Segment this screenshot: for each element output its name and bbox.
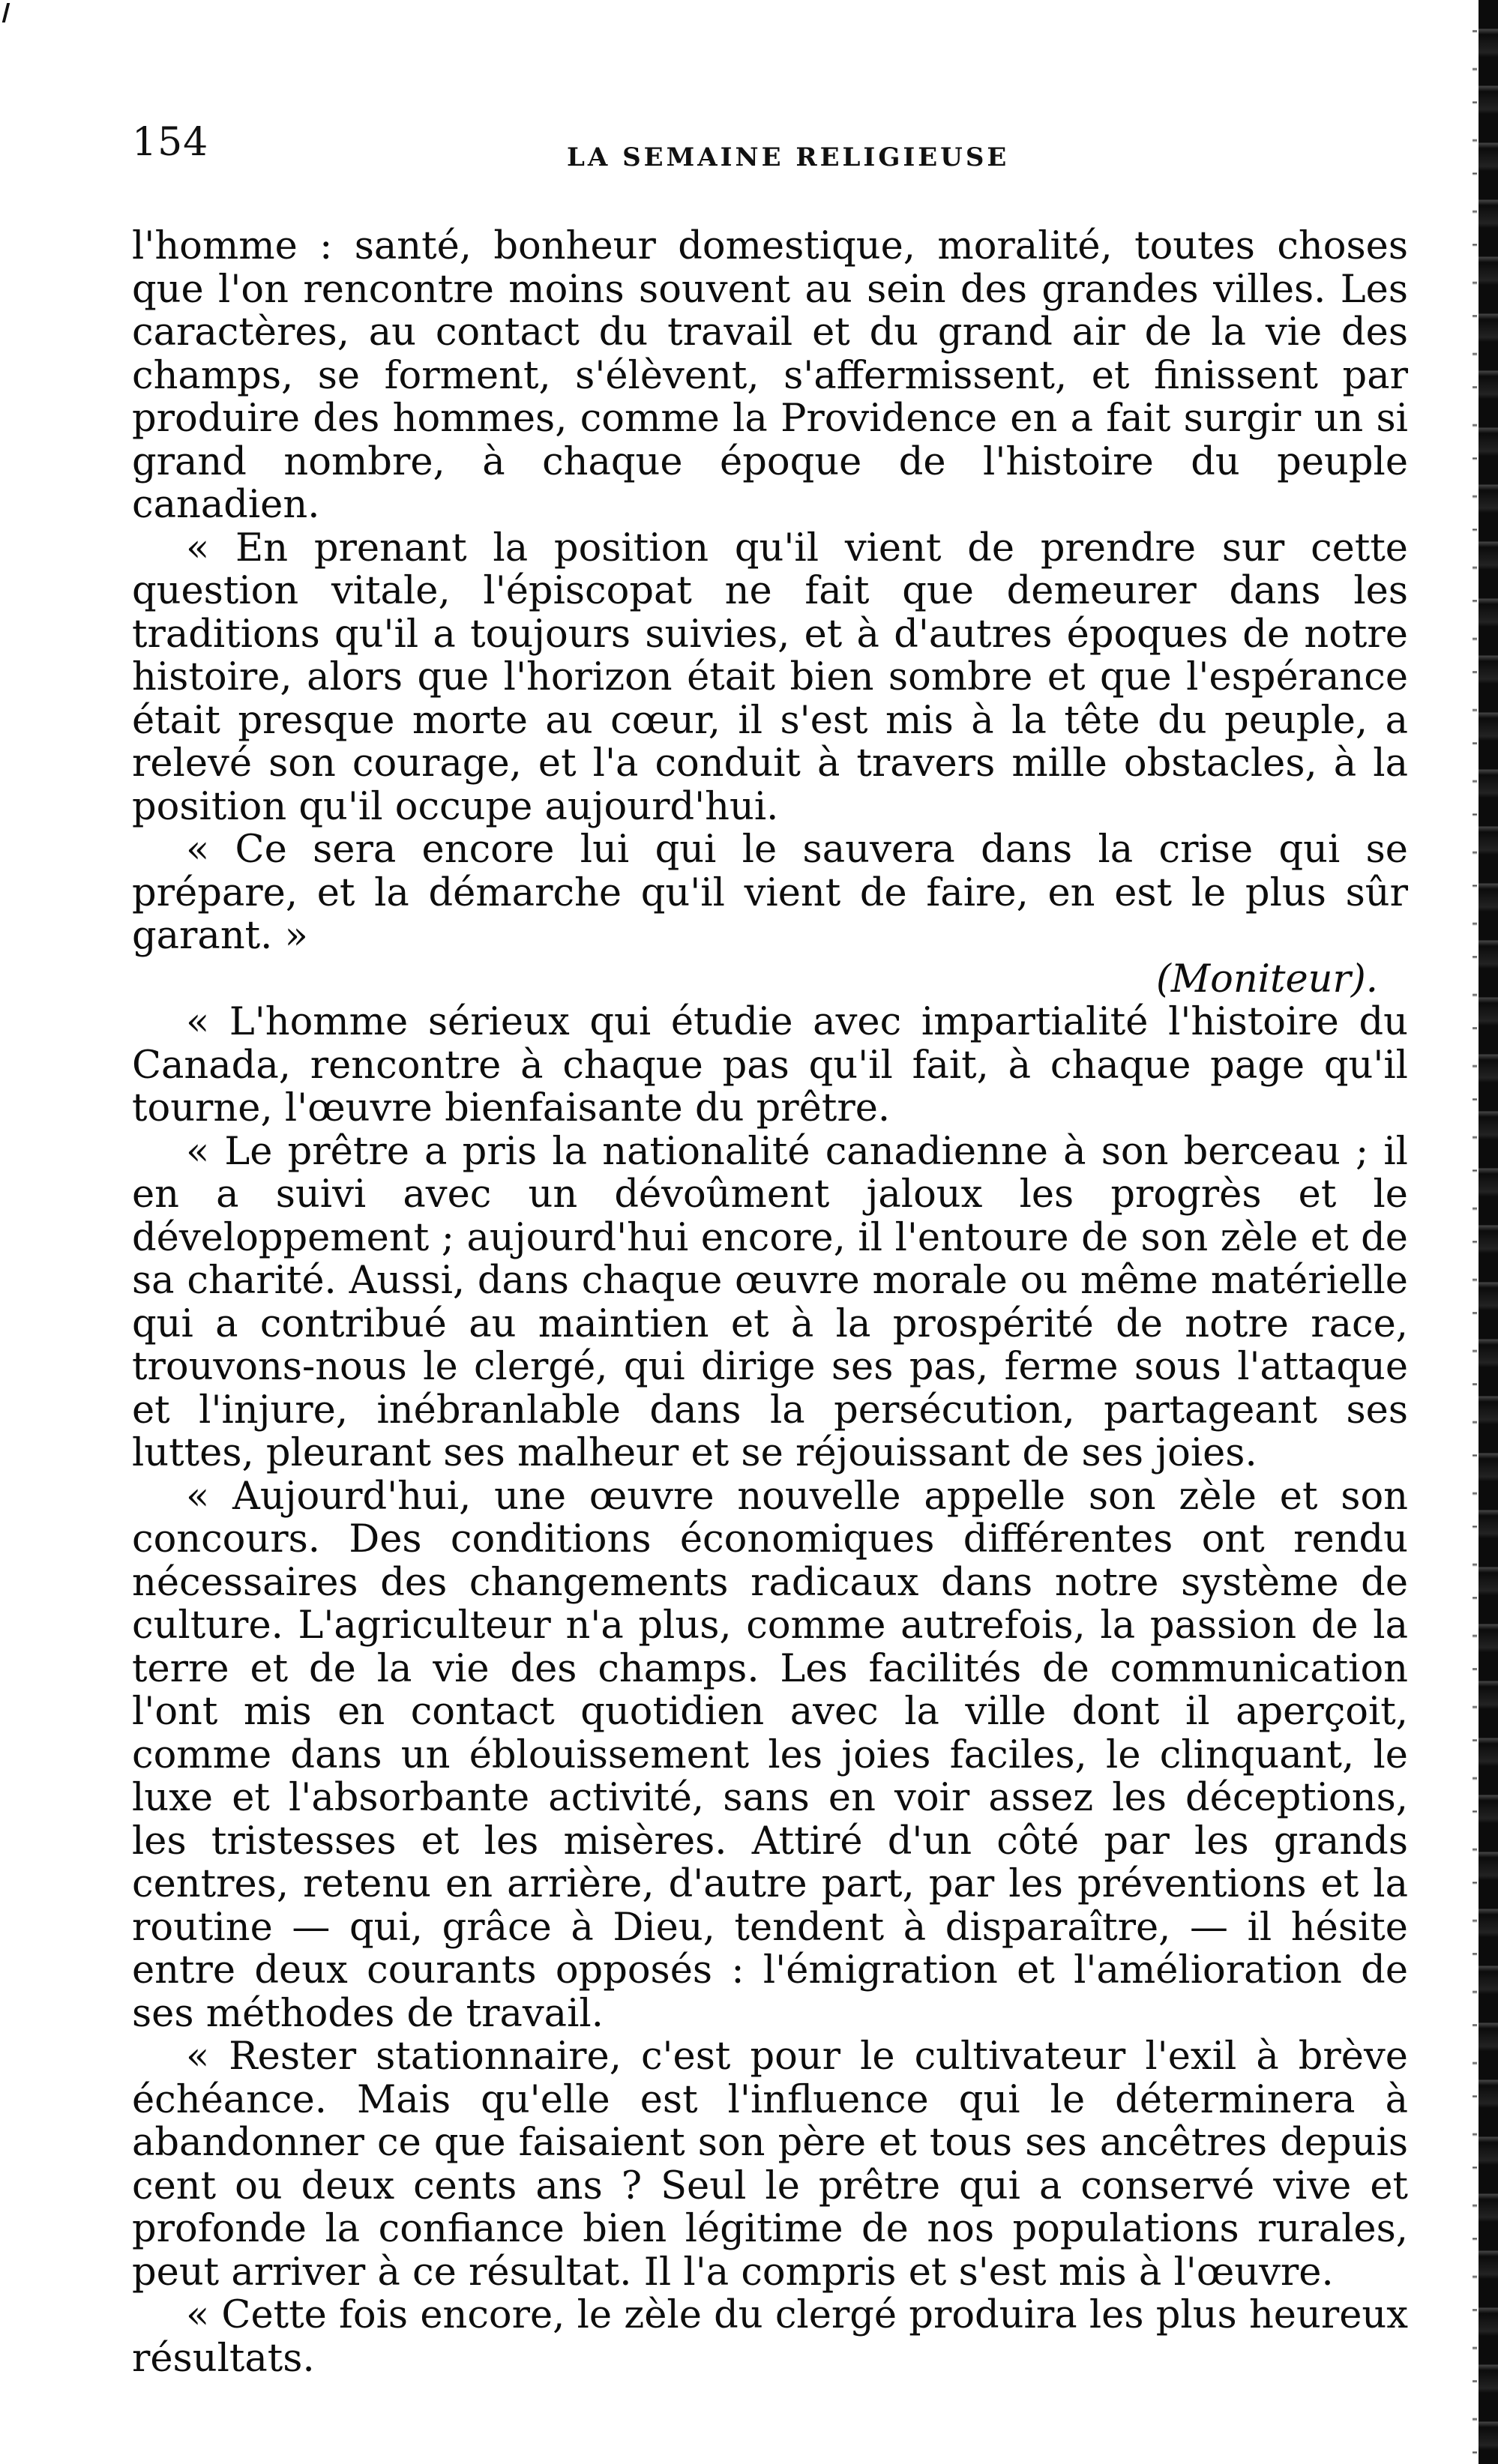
body-text xyxy=(132,225,1408,2380)
paragraph: « Ce sera encore lui qui le sauvera dans la crise qui se prépare, et la démarche qu'il vient de faire, en est le plus sûr garant. » xyxy=(132,828,1408,958)
paragraph: l'homme : santé, bonheur domestique, moralité, toutes choses que l'on rencontre moins souvent au sein des grandes villes. Les caractères, au contact du travail et du grand air de la vie des champs, se forment, s'élèvent, s'affermissent, et finissent par produire des hommes, comme la Providence en a fait surgir un si grand nombre, à chaque époque de l'histoire du peuple canadien. xyxy=(132,224,1408,527)
paragraph: « L'homme sérieux qui étudie avec impartialité l'histoire du Canada, rencontre à chaque pas qu'il fait, à chaque page qu'il tourne, l'œuvre bienfaisante du prêtre. xyxy=(132,1000,1408,1130)
paragraph: « Cette fois encore, le zèle du clergé produira les plus heureux résultats. xyxy=(132,2293,1408,2381)
paragraph: « Rester stationnaire, c'est pour le cultivateur l'exil à brève échéance. Mais qu'elle est l'influence qui le déterminera à abandonner ce que faisaient son père et tous ses ancêtres depuis cent ou deux cents ans ? Seul le prêtre qui a conservé vive et profonde la confiance bien légitime de nos populations rurales, peut arriver à ce résultat. Il l'a compris et s'est mis à l'œuvre. xyxy=(132,2034,1408,2295)
scan-artifact-mark xyxy=(2,3,10,22)
paragraph: « Le prêtre a pris la nationalité canadienne à son berceau ; il en a suivi avec un dévoûment jaloux les progrès et le développement ; aujourd'hui encore, il l'entoure de son zèle et de sa charité. Aussi, dans chaque œuvre morale ou même matérielle qui a contribué au maintien et à la prospérité de notre race, trouvons-nous le clergé, qui dirige ses pas, ferme sous l'attaque et l'injure, inébranlable dans la persécution, partageant ses luttes, pleurant ses malheur et se réjouissant de ses joies. xyxy=(132,1129,1408,1475)
attribution: (Moniteur). xyxy=(1156,957,1378,1001)
paragraph: « Aujourd'hui, une œuvre nouvelle appelle son zèle et son concours. Des conditions économiques différentes ont rendu nécessaires des changements radicaux dans notre système de culture. L'agriculteur n'a plus, comme autrefois, la passion de la terre et de la vie des champs. Les facilités de communication l'ont mis en contact quotidien avec la ville dont il aperçoit, comme dans un éblouissement les joies faciles, le clinquant, le luxe et l'absorbante activité, sans en voir assez les déceptions, les tristesses et les misères. Attiré d'un côté par les grands centres, retenu en arrière, d'autre part, par les préventions et la routine — qui, grâce à Dieu, tendent à disparaître, — il hésite entre deux courants opposés : l'émigration et l'amélioration de ses méthodes de travail. xyxy=(132,1474,1408,2036)
paragraph: « En prenant la position qu'il vient de prendre sur cette question vitale, l'épiscopat ne fait que demeurer dans les traditions qu'il a toujours suivies, et à d'autres époques de notre histoire, alors que l'horizon était bien sombre et que l'espérance était presque morte au cœur, il s'est mis à la tête du peuple, a relevé son courage, et l'a conduit à travers mille obstacles, à la position qu'il occupe aujourd'hui. xyxy=(132,525,1408,829)
running-title: LA SEMAINE RELIGIEUSE xyxy=(567,142,1010,172)
page-header xyxy=(132,120,1407,180)
page-number: 154 xyxy=(132,120,209,165)
binding-edge-shadow xyxy=(1479,0,1498,2464)
